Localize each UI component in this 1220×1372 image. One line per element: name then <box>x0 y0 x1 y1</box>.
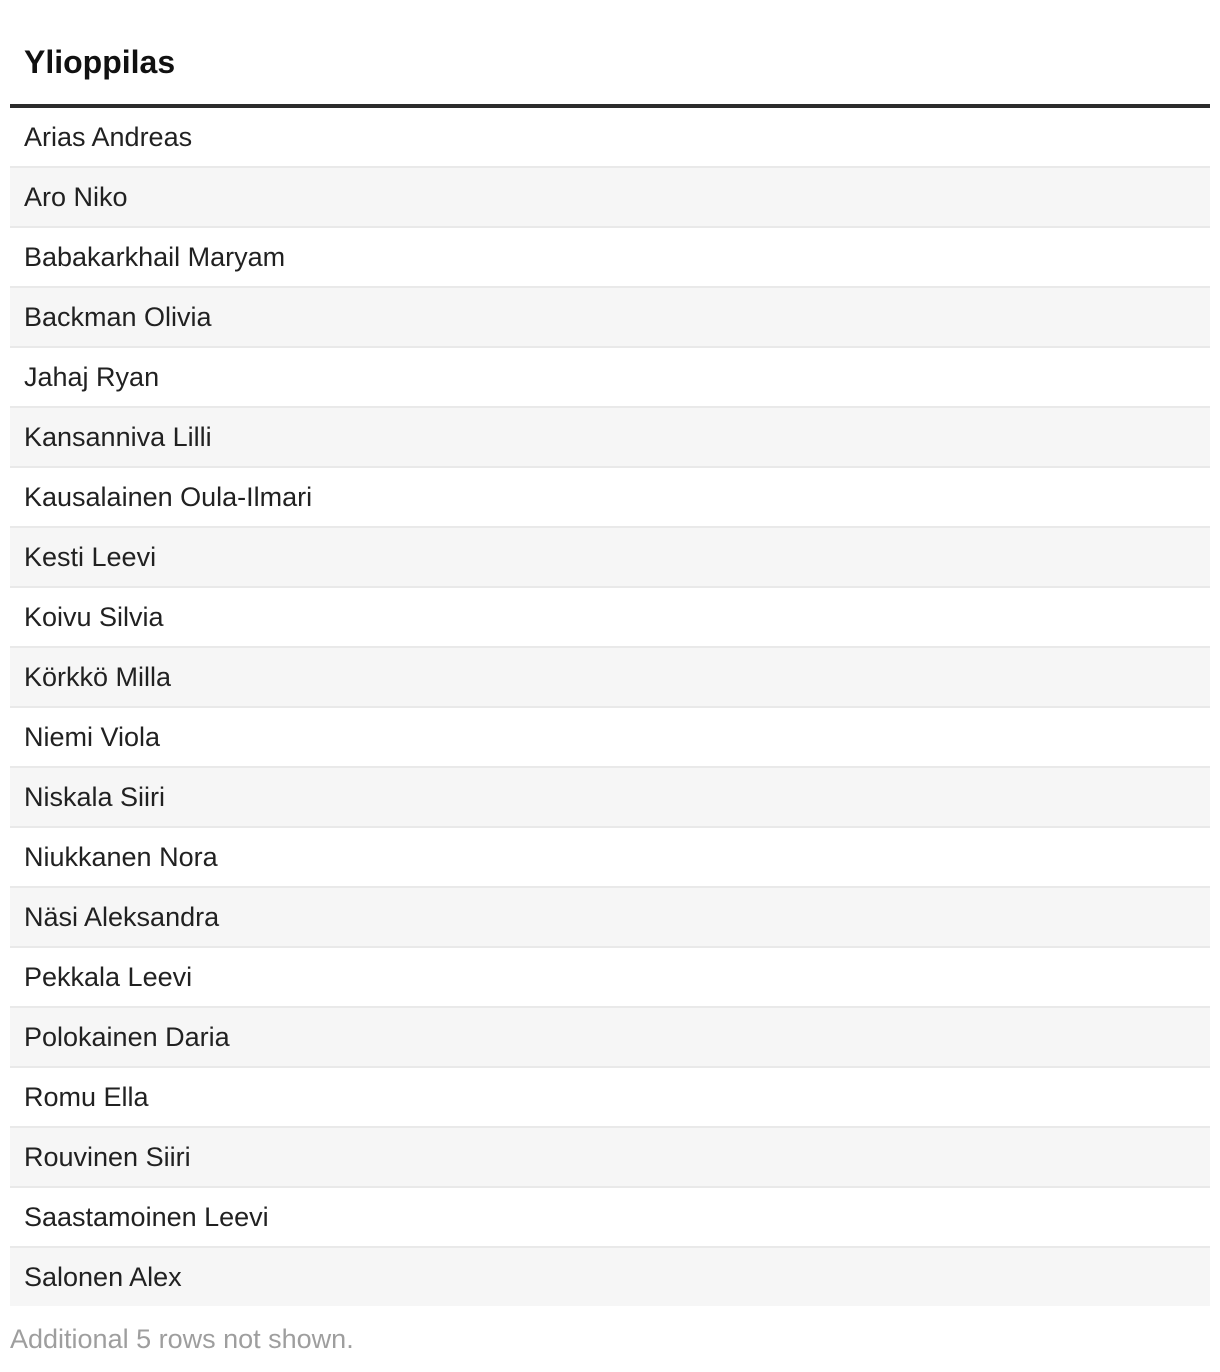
table-row <box>10 947 1210 1007</box>
table-row <box>10 347 1210 407</box>
table-row <box>10 106 1210 167</box>
student-name-cell: Körkkö Milla <box>10 647 1210 707</box>
student-name-cell: Saastamoinen Leevi <box>10 1187 1210 1247</box>
table-row <box>10 887 1210 947</box>
student-name-cell: Arias Andreas <box>24 121 193 152</box>
student-name-cell: Kansanniva Lilli <box>10 407 1210 467</box>
table-row <box>10 647 1210 707</box>
student-name-cell: Koivu Silvia <box>10 587 1210 647</box>
student-name-cell: Babakarkhail Maryam <box>10 227 1210 287</box>
table-row <box>10 1187 1210 1247</box>
table-row <box>10 1127 1210 1187</box>
student-table <box>10 20 1210 1306</box>
student-name-cell: Kesti Leevi <box>10 527 1210 587</box>
table-row <box>10 587 1210 647</box>
table-row <box>10 527 1210 587</box>
table-row <box>10 167 1210 227</box>
table-row <box>10 707 1210 767</box>
student-name-cell: Polokainen Daria <box>10 1007 1210 1067</box>
student-name-cell: Jahaj Ryan <box>10 347 1210 407</box>
rows-not-shown-note: Additional 5 rows not shown. <box>10 1324 354 1354</box>
table-header <box>10 20 1210 106</box>
header-row <box>10 20 1210 106</box>
table-row <box>10 1247 1210 1306</box>
student-name-cell: Backman Olivia <box>10 287 1210 347</box>
student-name-cell: Salonen Alex <box>10 1247 1210 1306</box>
student-name-cell: Niemi Viola <box>10 707 1210 767</box>
table-row <box>10 827 1210 887</box>
table-row <box>10 467 1210 527</box>
student-name-cell: Niukkanen Nora <box>10 827 1210 887</box>
student-name-cell: Kausalainen Oula-Ilmari <box>10 467 1210 527</box>
table-row <box>10 287 1210 347</box>
column-header-ylioppilas: Ylioppilas <box>10 20 1210 106</box>
table-row <box>10 227 1210 287</box>
table-row <box>10 1007 1210 1067</box>
table-row <box>10 1067 1210 1127</box>
student-name-cell: Aro Niko <box>10 167 1210 227</box>
table-body <box>10 106 1210 1306</box>
table-row <box>10 767 1210 827</box>
student-name-cell: Näsi Aleksandra <box>10 887 1210 947</box>
student-name-cell: Pekkala Leevi <box>10 947 1210 1007</box>
student-name-cell: Rouvinen Siiri <box>10 1127 1210 1187</box>
table-row <box>10 407 1210 467</box>
student-name-cell: Romu Ella <box>10 1067 1210 1127</box>
student-name-cell: Niskala Siiri <box>10 767 1210 827</box>
